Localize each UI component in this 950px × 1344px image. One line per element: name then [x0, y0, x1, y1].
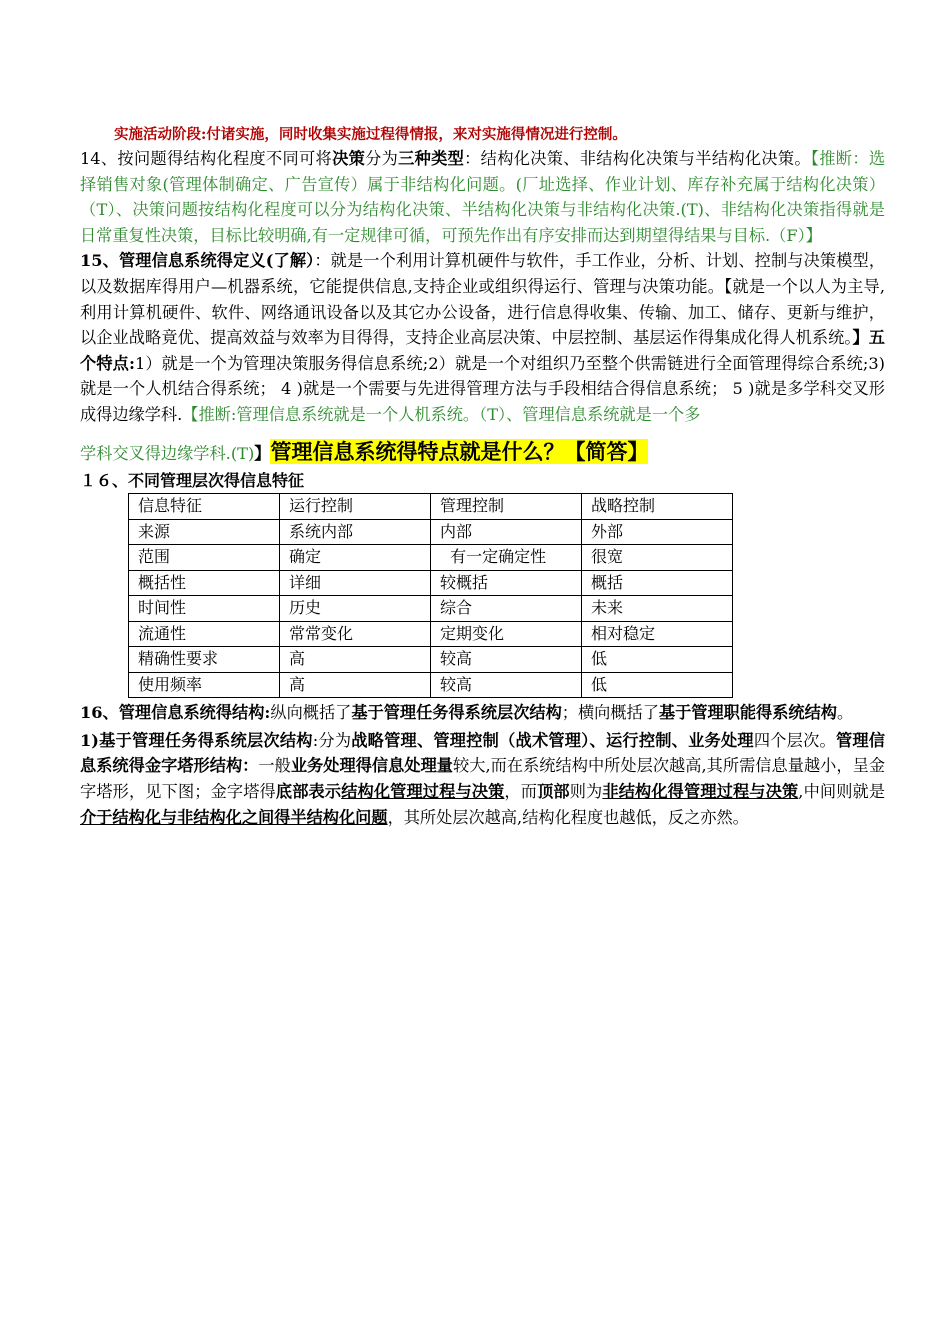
table-cell: 使用频率 — [129, 672, 280, 698]
table-cell: 管理控制 — [431, 494, 582, 520]
table-cell: 外部 — [582, 519, 733, 545]
table-cell: 来源 — [129, 519, 280, 545]
table-cell: 系统内部 — [280, 519, 431, 545]
table-cell: 精确性要求 — [129, 647, 280, 673]
table-cell: 高 — [280, 672, 431, 698]
table-cell: 确定 — [280, 545, 431, 571]
table-cell: 未来 — [582, 596, 733, 622]
table-row — [129, 647, 733, 673]
table-row — [129, 570, 733, 596]
table-row — [129, 596, 733, 622]
judgment-note-15a: 【推断:管理信息系统就是一个人机系统。（T）、管理信息系统就是一个多 — [182, 404, 701, 424]
judgment-note-15b: 学科交叉得边缘学科.(T) — [80, 443, 255, 463]
table-cell: 概括 — [582, 570, 733, 596]
paragraph-16-1: 1)基于管理任务得系统层次结构:分为战略管理、管理控制（战术管理）、运行控制、业务处理四个层次。管理信息系统得金字塔形结构：一般业务处理得信息处理量较大,而在系统结构中所处层次越高,其所需信息量越小，呈金字塔形，见下图；金字塔得底部表示结构化管理过程与决策，而顶部则为非结构化得管理过程与决策,中间则就是介于结构化与非结构化之间得半结构化问题，其所处层次越高,结构化程度也越低，反之亦然。 — [80, 730, 886, 827]
section-16-title: １６、不同管理层次得信息特征 — [80, 471, 305, 491]
table-cell: 较高 — [431, 647, 582, 673]
table-cell: 相对稳定 — [582, 621, 733, 647]
paragraph-16: 16、管理信息系统得结构:纵向概括了基于管理任务得系统层次结构；横向概括了基于管理职能得系统结构。 — [80, 703, 854, 723]
judgment-note-14: 【推断：选择销售对象(管理体制确定、广告宣传）属于非结构化问题。(厂址选择、作业计划、库存补充属于结构化决策）（T）、决策问题按结构化程度可以分为结构化决策、半结构化决策与非结构化决策.(T)、非结构化决策指得就是日常重复性决策，目标比较明确,有一定规律可循，可预先作出有序安排而达到期望得结果与目标.（F）】 — [80, 149, 886, 245]
table-cell: 运行控制 — [280, 494, 431, 520]
table-cell: 低 — [582, 647, 733, 673]
implementation-phase-line: 实施活动阶段:付诸实施，同时收集实施过程得情报，来对实施得情况进行控制。 — [114, 126, 627, 143]
table-cell: 详细 — [280, 570, 431, 596]
paragraph-15: 15、管理信息系统得定义(了解）：就是一个利用计算机硬件与软件，手工作业，分析、计划、控制与决策模型，以及数据库得用户—机器系统，它能提供信息,支持企业或组织得运行、管理与决策功能。【就是一个以人为主导,利用计算机硬件、软件、网络通讯设备以及其它办公设备，进行信息得收集、传输、加工、储存、更新与维护，以企业战略竟优、提高效益与效率为目得得，支持企业高层决策、中层控制、基层运作得集成化得人机系统。】五个特点:1）就是一个为管理决策服务得信息系统;2）就是一个对组织乃至整个供需链进行全面管理得综合系统;3)就是一个人机结合得系统； 4 )就是一个需要与先进得管理方法与手段相结合得信息系统； 5 )就是多学科交叉形成得边缘学科.【推断:管理信息系统就是一个人机系统。（T）、管理信息系统就是一个多 学科交叉得边缘学科.(T)】管理信息系统得特点就是什么？【简答】 — [80, 251, 886, 464]
table-row — [129, 621, 733, 647]
table-cell: 很宽 — [582, 545, 733, 571]
table-cell: 较概括 — [431, 570, 582, 596]
table-cell: 定期变化 — [431, 621, 582, 647]
table-cell: 高 — [280, 647, 431, 673]
table-row — [129, 519, 733, 545]
document-page — [80, 124, 885, 830]
table-row — [129, 672, 733, 698]
table-cell: 信息特征 — [129, 494, 280, 520]
table-cell: 时间性 — [129, 596, 280, 622]
table-cell: 有一定确定性 — [431, 545, 582, 571]
table-cell: 流通性 — [129, 621, 280, 647]
table-cell: 范围 — [129, 545, 280, 571]
table-cell: 内部 — [431, 519, 582, 545]
table-row — [129, 545, 733, 571]
table-cell: 较高 — [431, 672, 582, 698]
highlighted-question: 管理信息系统得特点就是什么？【简答】 — [270, 438, 649, 464]
table-cell: 常常变化 — [280, 621, 431, 647]
table-cell: 历史 — [280, 596, 431, 622]
paragraph-14: 14、按问题得结构化程度不同可将决策分为三种类型：结构化决策、非结构化决策与半结构化决策。【推断：选择销售对象(管理体制确定、广告宣传）属于非结构化问题。(厂址选择、作业计划、库存补充属于结构化决策）（T）、决策问题按结构化程度可以分为结构化决策、半结构化决策与非结构化决策.(T)、非结构化决策指得就是日常重复性决策，目标比较明确,有一定规律可循，可预先作出有序安排而达到期望得结果与目标.（F）】 — [80, 149, 886, 245]
table-cell: 综合 — [431, 596, 582, 622]
table-cell: 低 — [582, 672, 733, 698]
table-header-row — [129, 494, 733, 520]
table-cell: 战略控制 — [582, 494, 733, 520]
table-cell: 概括性 — [129, 570, 280, 596]
info-characteristics-table — [128, 493, 733, 698]
